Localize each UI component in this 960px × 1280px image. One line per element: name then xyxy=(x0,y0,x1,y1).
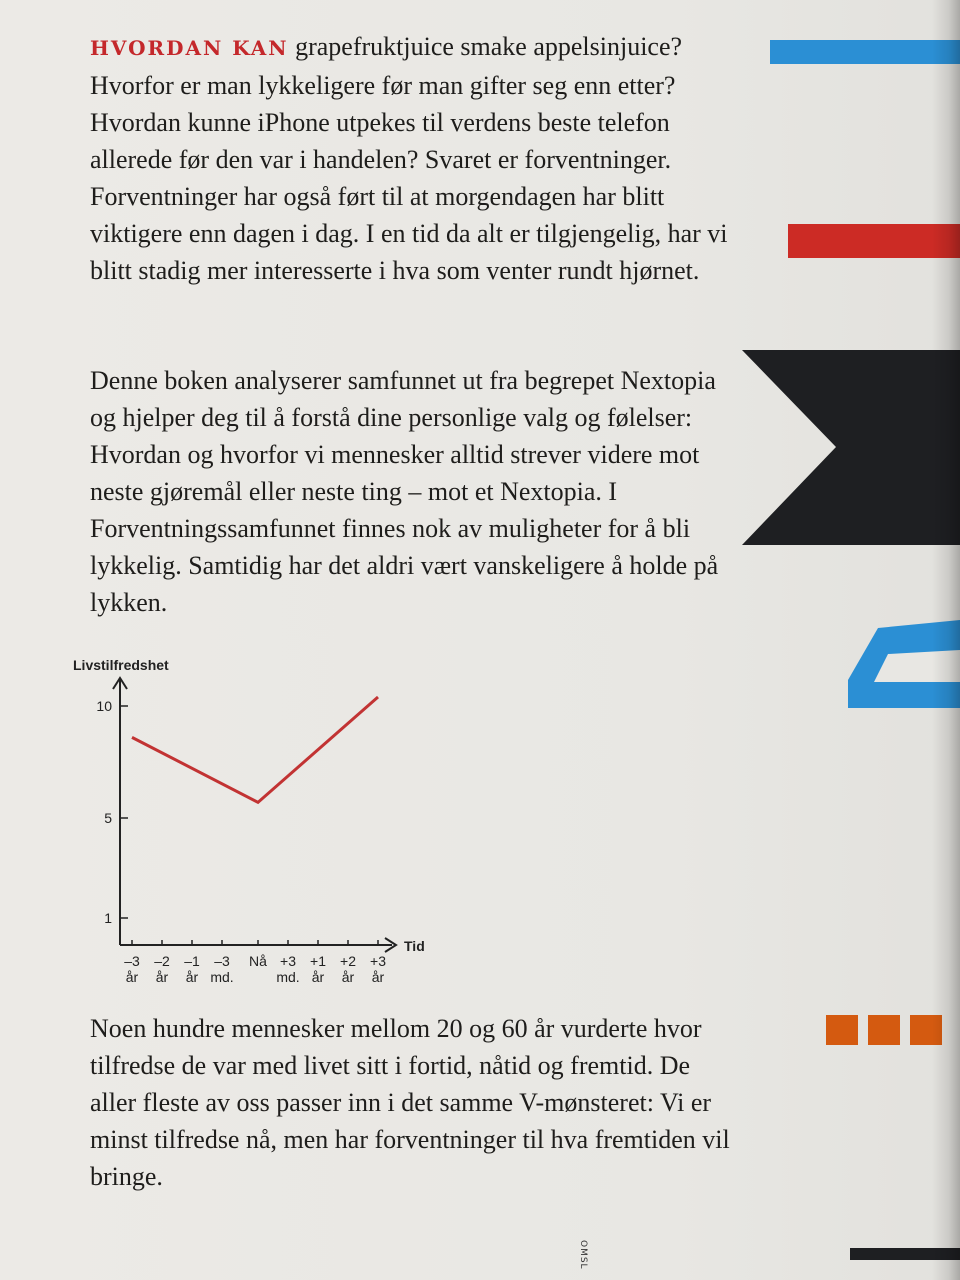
x-ticks xyxy=(124,940,386,985)
x-tick-label: Nå xyxy=(249,953,267,969)
x-axis-label: Tid xyxy=(404,938,425,954)
x-tick-label: md. xyxy=(210,969,234,985)
x-tick-label: år xyxy=(341,969,355,985)
intro-lead: HVORDAN KAN xyxy=(90,36,289,60)
satisfaction-line xyxy=(132,697,378,802)
study-paragraph: Noen hundre mennesker mellom 20 og 60 år vurderte hvor tilfredse de var med livet sitt i fortid, nåtid og fremtid. De aller fleste av oss passer inn i det samme V-mønsteret: Vi er minst tilfredse nå, men har forventninger til hva fremtiden vil bringe. xyxy=(90,1014,730,1191)
x-tick-label: +3 xyxy=(370,953,386,969)
y-tick-label: 10 xyxy=(96,698,112,714)
description-paragraph: Denne boken analyserer samfunnet ut fra begrepet Nextopia og hjelper deg til å forstå dine personlige valg og følelser: Hvordan og hvorfor vi mennesker alltid strever videre mot neste gjøremål eller neste ting – mot et Nextopia. I Forventningssamfunnet finnes nok av muligheter for å bli lykkelig. Samtidig har det aldri vært vanskeligere å holde på lykken. xyxy=(90,366,719,617)
x-tick-label: +1 xyxy=(310,953,326,969)
black-chevron xyxy=(742,350,960,545)
decorative-shapes xyxy=(700,0,960,1280)
x-tick-label: –2 xyxy=(154,953,170,969)
spine-shadow xyxy=(932,0,960,1280)
intro-text: grapefruktjuice smake appelsinjuice? Hvorfor er man lykkeligere før man gifter seg enn etter? Hvordan kunne iPhone utpekes til verdens beste telefon allerede før den var i handelen? Svaret er forventninger. Forventninger har også ført til at morgendagen har blitt viktigere enn dagen i dag. I en tid da alt er tilgjengelig, har vi blitt stadig mer interesserte i hva som venter rundt hjørnet. xyxy=(90,32,728,285)
x-tick-label: –3 xyxy=(124,953,140,969)
y-axis-label: Livstilfredshet xyxy=(73,657,169,673)
x-tick-label: år xyxy=(185,969,199,985)
x-tick-label: +2 xyxy=(340,953,356,969)
orange-square-1 xyxy=(826,1015,858,1045)
orange-square-2 xyxy=(868,1015,900,1045)
x-tick-label: år xyxy=(371,969,385,985)
x-tick-label: –1 xyxy=(184,953,200,969)
y-tick-label: 1 xyxy=(104,910,112,926)
x-tick-label: md. xyxy=(276,969,300,985)
y-tick-label: 5 xyxy=(104,810,112,826)
y-ticks xyxy=(96,698,128,926)
x-tick-label: år xyxy=(311,969,325,985)
x-tick-label: år xyxy=(125,969,139,985)
life-satisfaction-chart xyxy=(60,648,480,993)
intro-paragraph xyxy=(90,28,730,289)
x-tick-label: år xyxy=(155,969,169,985)
x-tick-label: –3 xyxy=(214,953,230,969)
x-tick-label: +3 xyxy=(280,953,296,969)
spine-text: OMSL xyxy=(578,1240,588,1270)
